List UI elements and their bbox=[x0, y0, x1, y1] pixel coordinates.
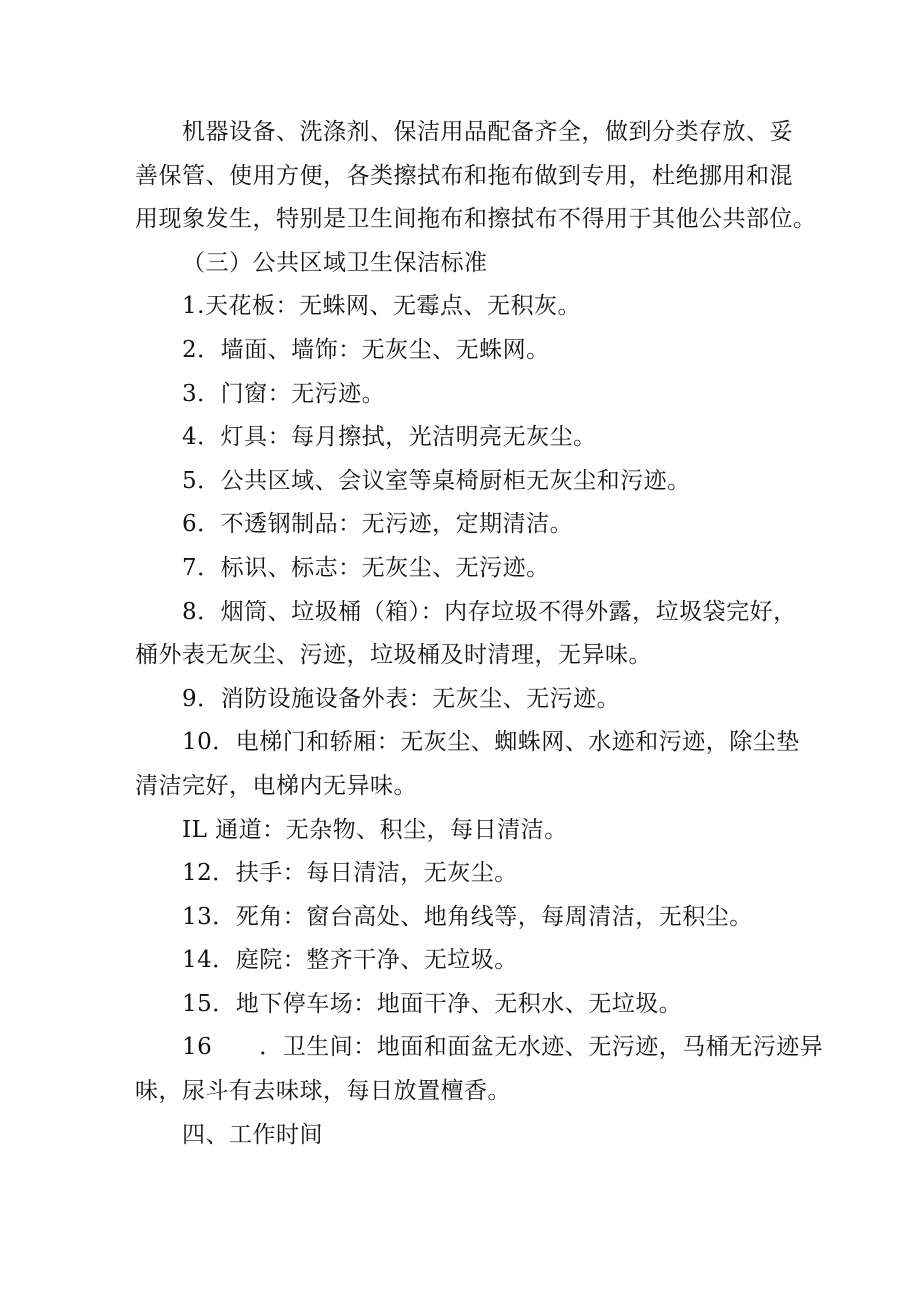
list-item: 5．公共区域、会议室等桌椅厨柜无灰尘和污迹。 bbox=[182, 468, 691, 494]
list-item: IL 通道：无杂物、积尘，每日清洁。 bbox=[182, 817, 568, 843]
list-item: 1.天花板：无蛛网、无霉点、无积灰。 bbox=[182, 293, 581, 319]
list-item: 10．电梯门和轿厢：无灰尘、蜘蛛网、水迹和污迹，除尘垫 bbox=[182, 729, 800, 755]
paragraph-line: 善保管、使用方便，各类擦拭布和拖布做到专用，杜绝挪用和混 bbox=[135, 163, 793, 189]
paragraph-line: 机器设备、洗涤剂、保洁用品配备齐全，做到分类存放、妥 bbox=[182, 119, 793, 145]
section-heading: （三）公共区域卫生保洁标准 bbox=[182, 250, 488, 276]
list-item: 14．庭院：整齐干净、无垃圾。 bbox=[182, 947, 518, 973]
list-item: 16 ．卫生间：地面和面盆无水迹、无污迹，马桶无污迹异 bbox=[182, 1034, 824, 1060]
paragraph-line: 用现象发生，特别是卫生间拖布和擦拭布不得用于其他公共部位。 bbox=[135, 206, 817, 232]
list-item: 9．消防设施设备外表：无灰尘、无污迹。 bbox=[182, 686, 621, 712]
list-item-continuation: 桶外表无灰尘、污迹，垃圾桶及时清理，无异味。 bbox=[135, 642, 652, 668]
list-item: 7．标识、标志：无灰尘、无污迹。 bbox=[182, 555, 550, 581]
list-item: 12．扶手：每日清洁，无灰尘。 bbox=[182, 860, 518, 886]
list-item: 4．灯具：每月擦拭，光洁明亮无灰尘。 bbox=[182, 424, 597, 450]
list-item: 15．地下停车场：地面干净、无积水、无垃圾。 bbox=[182, 991, 683, 1017]
list-item: 6．不透钢制品：无污迹，定期清洁。 bbox=[182, 511, 574, 537]
list-item-continuation: 味，尿斗有去味球，每日放置檀香。 bbox=[135, 1078, 511, 1104]
list-item: 3．门窗：无污迹。 bbox=[182, 381, 386, 407]
list-item-continuation: 清洁完好，电梯内无异味。 bbox=[135, 773, 417, 799]
list-item: 2．墙面、墙饰：无灰尘、无蛛网。 bbox=[182, 337, 550, 363]
list-item: 13．死角：窗台高处、地角线等，每周清洁，无积尘。 bbox=[182, 904, 753, 930]
section-heading: 四、工作时间 bbox=[182, 1122, 323, 1148]
list-item: 8．烟筒、垃圾桶（箱）：内存垃圾不得外露，垃圾袋完好， bbox=[182, 599, 797, 625]
